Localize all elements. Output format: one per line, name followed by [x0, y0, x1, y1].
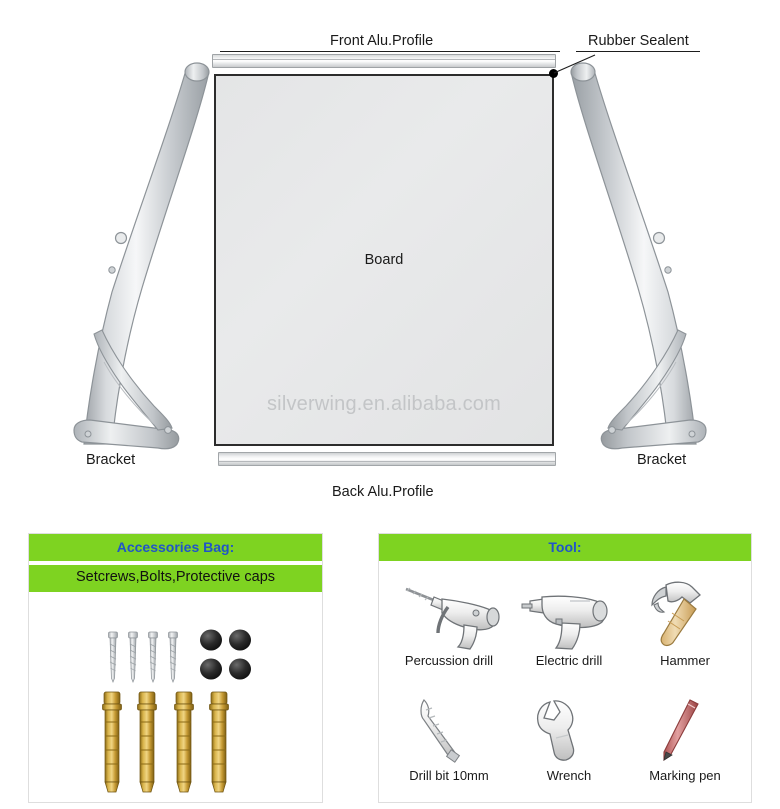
accessories-subtitle: Setcrews,Bolts,Protective caps — [75, 569, 276, 585]
watermark-text: silverwing.en.alibaba.com — [266, 393, 501, 415]
rubber-sealent-leader-line — [553, 54, 597, 74]
parts-and-tools-section — [0, 515, 780, 809]
tool-title: Tool: — [548, 539, 582, 555]
accessories-subtitle-bar — [29, 565, 322, 592]
tool-item-hammer — [623, 579, 747, 668]
accessories-illustration — [29, 614, 322, 804]
protective-caps-group — [200, 630, 251, 680]
setscrew-group — [109, 632, 178, 682]
tool-item-marking-pen — [623, 694, 747, 783]
board-label: Board — [364, 252, 404, 268]
accessories-parts-svg — [29, 614, 324, 804]
tool-item-electric-drill — [507, 579, 631, 668]
drill-bit-caption: Drill bit 10mm — [409, 768, 489, 783]
front-alu-profile-label: Front Alu.Profile — [330, 33, 434, 49]
accessories-header-bar — [29, 534, 322, 561]
tool-item-drill-bit — [387, 694, 511, 783]
electric-drill-caption: Electric drill — [535, 653, 603, 668]
wrench-icon — [507, 694, 631, 766]
tool-header-bar — [379, 534, 751, 561]
wrench-caption: Wrench — [546, 768, 592, 783]
board-panel — [214, 74, 554, 446]
back-alu-profile — [218, 452, 556, 466]
marking-pen-caption: Marking pen — [649, 768, 721, 783]
bracket-left-label: Bracket — [86, 452, 136, 468]
bracket-right-illustration — [530, 62, 730, 462]
back-alu-profile-label: Back Alu.Profile — [332, 484, 434, 500]
tool-panel — [378, 533, 752, 803]
accessories-title: Accessories Bag: — [116, 539, 235, 555]
drill-bit-icon — [387, 694, 511, 766]
bolts-group — [103, 692, 229, 792]
marking-pen-icon — [623, 694, 747, 766]
bracket-right-label: Bracket — [637, 452, 687, 468]
front-alu-profile — [212, 54, 556, 68]
hammer-icon — [623, 579, 747, 651]
percussion-drill-icon — [387, 579, 511, 651]
accessories-bag-panel — [28, 533, 323, 803]
electric-drill-icon — [507, 579, 631, 651]
hammer-caption: Hammer — [660, 653, 710, 668]
front-profile-label-rule — [220, 51, 560, 52]
percussion-drill-caption: Percussion drill — [404, 653, 494, 668]
tool-item-wrench — [507, 694, 631, 783]
rubber-sealent-label: Rubber Sealent — [588, 33, 689, 49]
tool-item-percussion-drill — [387, 579, 511, 668]
rubber-sealent-label-rule — [576, 51, 700, 52]
